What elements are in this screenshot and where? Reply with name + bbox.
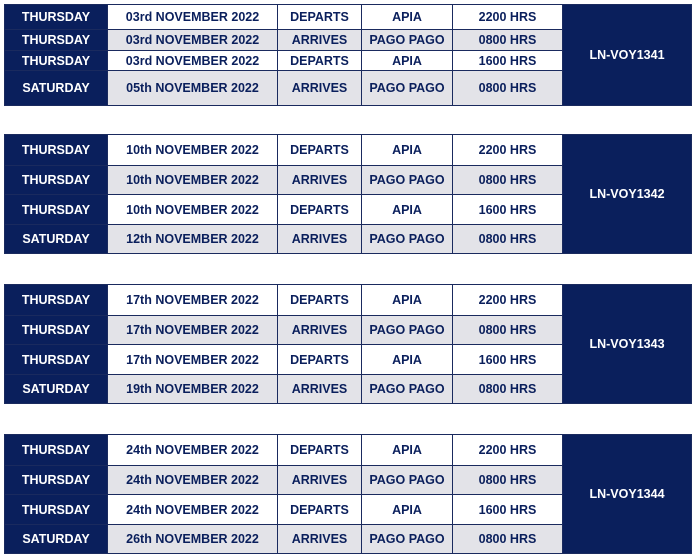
action-cell: DEPARTS: [278, 51, 362, 71]
time-cell: 0800 HRS: [453, 375, 563, 404]
voyage-table: [4, 4, 692, 106]
port-cell: APIA: [362, 195, 453, 225]
date-cell: 17th NOVEMBER 2022: [108, 316, 278, 345]
date-cell: 24th NOVEMBER 2022: [108, 466, 278, 495]
port-cell: APIA: [362, 435, 453, 466]
time-cell: 0800 HRS: [453, 316, 563, 345]
date-cell: 24th NOVEMBER 2022: [108, 435, 278, 466]
action-cell: ARRIVES: [278, 466, 362, 495]
voyage-table: [4, 434, 692, 554]
time-cell: 0800 HRS: [453, 525, 563, 554]
action-cell: ARRIVES: [278, 316, 362, 345]
day-cell: THURSDAY: [5, 495, 108, 525]
port-cell: PAGO PAGO: [362, 225, 453, 254]
day-cell: SATURDAY: [5, 225, 108, 254]
voyage-number: LN-VOY1343: [563, 285, 692, 404]
day-cell: SATURDAY: [5, 375, 108, 404]
date-cell: 26th NOVEMBER 2022: [108, 525, 278, 554]
time-cell: 2200 HRS: [453, 135, 563, 166]
day-cell: SATURDAY: [5, 71, 108, 106]
port-cell: PAGO PAGO: [362, 166, 453, 195]
day-cell: THURSDAY: [5, 195, 108, 225]
day-cell: THURSDAY: [5, 316, 108, 345]
action-cell: DEPARTS: [278, 345, 362, 375]
port-cell: PAGO PAGO: [362, 30, 453, 51]
date-cell: 03rd NOVEMBER 2022: [108, 51, 278, 71]
date-cell: 10th NOVEMBER 2022: [108, 135, 278, 166]
table-row: [5, 435, 692, 466]
time-cell: 0800 HRS: [453, 166, 563, 195]
time-cell: 0800 HRS: [453, 466, 563, 495]
action-cell: ARRIVES: [278, 71, 362, 106]
action-cell: DEPARTS: [278, 495, 362, 525]
time-cell: 2200 HRS: [453, 285, 563, 316]
port-cell: PAGO PAGO: [362, 375, 453, 404]
time-cell: 0800 HRS: [453, 71, 563, 106]
time-cell: 1600 HRS: [453, 195, 563, 225]
day-cell: THURSDAY: [5, 466, 108, 495]
date-cell: 12th NOVEMBER 2022: [108, 225, 278, 254]
port-cell: APIA: [362, 51, 453, 71]
voyage-block: [4, 134, 691, 254]
date-cell: 17th NOVEMBER 2022: [108, 345, 278, 375]
action-cell: ARRIVES: [278, 375, 362, 404]
voyage-number: LN-VOY1344: [563, 435, 692, 554]
date-cell: 10th NOVEMBER 2022: [108, 195, 278, 225]
port-cell: APIA: [362, 5, 453, 30]
day-cell: THURSDAY: [5, 5, 108, 30]
day-cell: THURSDAY: [5, 285, 108, 316]
time-cell: 1600 HRS: [453, 51, 563, 71]
port-cell: PAGO PAGO: [362, 71, 453, 106]
day-cell: THURSDAY: [5, 30, 108, 51]
port-cell: APIA: [362, 495, 453, 525]
day-cell: THURSDAY: [5, 166, 108, 195]
port-cell: PAGO PAGO: [362, 316, 453, 345]
table-row: [5, 135, 692, 166]
port-cell: APIA: [362, 135, 453, 166]
time-cell: 0800 HRS: [453, 30, 563, 51]
voyage-block: [4, 434, 691, 554]
time-cell: 2200 HRS: [453, 5, 563, 30]
action-cell: ARRIVES: [278, 525, 362, 554]
date-cell: 19th NOVEMBER 2022: [108, 375, 278, 404]
port-cell: APIA: [362, 345, 453, 375]
date-cell: 24th NOVEMBER 2022: [108, 495, 278, 525]
date-cell: 17th NOVEMBER 2022: [108, 285, 278, 316]
time-cell: 1600 HRS: [453, 495, 563, 525]
voyage-table: [4, 284, 692, 404]
day-cell: THURSDAY: [5, 51, 108, 71]
voyage-block: [4, 284, 691, 404]
date-cell: 03rd NOVEMBER 2022: [108, 5, 278, 30]
action-cell: DEPARTS: [278, 135, 362, 166]
voyage-block: [4, 4, 691, 106]
day-cell: SATURDAY: [5, 525, 108, 554]
action-cell: DEPARTS: [278, 195, 362, 225]
day-cell: THURSDAY: [5, 135, 108, 166]
action-cell: ARRIVES: [278, 225, 362, 254]
port-cell: PAGO PAGO: [362, 466, 453, 495]
table-row: [5, 285, 692, 316]
date-cell: 03rd NOVEMBER 2022: [108, 30, 278, 51]
date-cell: 05th NOVEMBER 2022: [108, 71, 278, 106]
time-cell: 1600 HRS: [453, 345, 563, 375]
action-cell: ARRIVES: [278, 166, 362, 195]
action-cell: DEPARTS: [278, 5, 362, 30]
voyage-table: [4, 134, 692, 254]
day-cell: THURSDAY: [5, 345, 108, 375]
day-cell: THURSDAY: [5, 435, 108, 466]
action-cell: DEPARTS: [278, 435, 362, 466]
voyage-number: LN-VOY1341: [563, 5, 692, 106]
voyage-number: LN-VOY1342: [563, 135, 692, 254]
action-cell: ARRIVES: [278, 30, 362, 51]
time-cell: 0800 HRS: [453, 225, 563, 254]
action-cell: DEPARTS: [278, 285, 362, 316]
date-cell: 10th NOVEMBER 2022: [108, 166, 278, 195]
port-cell: APIA: [362, 285, 453, 316]
port-cell: PAGO PAGO: [362, 525, 453, 554]
table-row: [5, 5, 692, 30]
time-cell: 2200 HRS: [453, 435, 563, 466]
